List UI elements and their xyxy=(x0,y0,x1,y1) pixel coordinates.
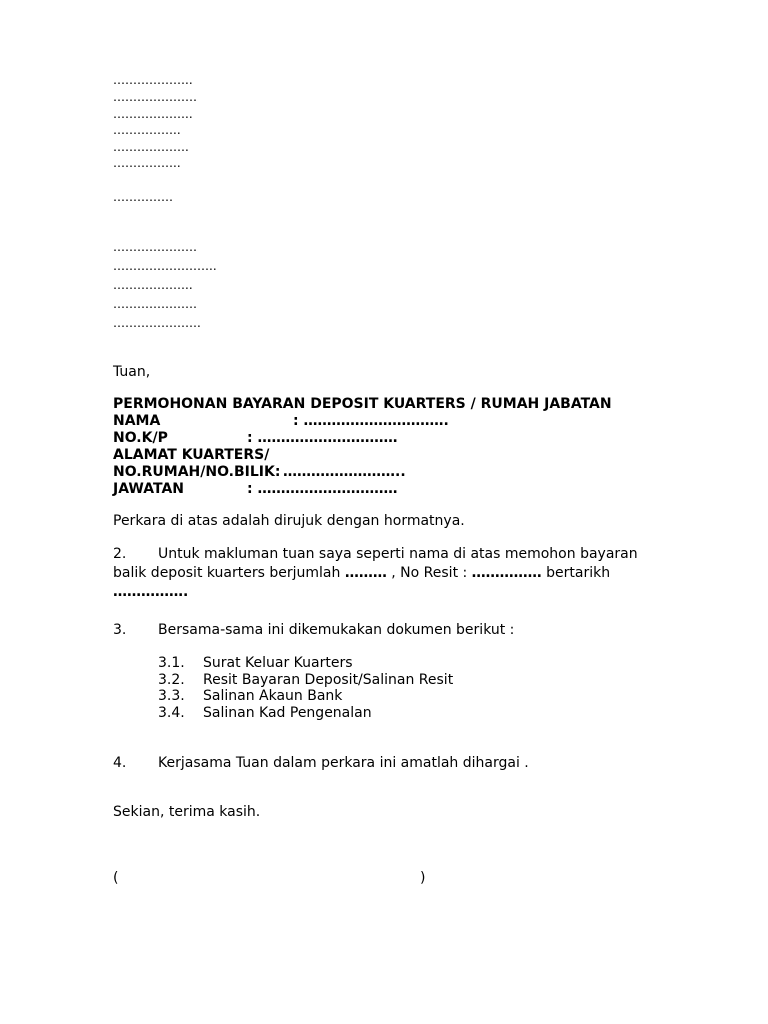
signature-open-bracket: ( xyxy=(113,870,119,886)
date-placeholder: ……………. xyxy=(113,584,189,600)
letter-subject: PERMOHONAN BAYARAN DEPOSIT KUARTERS / RUMAH JABATAN xyxy=(113,396,612,412)
salutation: Tuan, xyxy=(113,364,151,380)
field-nokp-label: NO.K/P xyxy=(113,430,168,446)
sender-line: ……………….. xyxy=(113,73,193,87)
recipient-line: …………………….. xyxy=(113,259,217,273)
recipient-line: ………………… xyxy=(113,297,197,311)
list-item-number: 3.2. xyxy=(158,672,185,688)
receipt-placeholder: …………… xyxy=(471,565,542,581)
field-jawatan-value: : ………………………… xyxy=(247,481,398,497)
field-jawatan-label: JAWATAN xyxy=(113,481,184,497)
sender-line: …………….. xyxy=(113,123,181,137)
para2-text: bertarikh xyxy=(541,565,611,581)
field-norumah-value: …………………….. xyxy=(283,464,406,480)
field-nama-label: NAMA xyxy=(113,413,161,429)
field-nama-value: : …………………………. xyxy=(293,413,449,429)
amount-placeholder: ……… xyxy=(344,565,387,581)
para3-text: Bersama-sama ini dikemukakan dokumen berikut : xyxy=(158,622,515,638)
signature-close-bracket: ) xyxy=(420,870,426,886)
sender-line: ……………….. xyxy=(113,107,193,121)
recipient-line: …………………. xyxy=(113,316,201,330)
para4-text: Kerjasama Tuan dalam perkara ini amatlah dihargai . xyxy=(158,755,529,771)
para3-number: 3. xyxy=(113,622,127,638)
recipient-line: ………………… xyxy=(113,240,197,254)
sender-line: ………………. xyxy=(113,140,189,154)
para2-line1: Untuk makluman tuan saya seperti nama di atas memohon bayaran xyxy=(158,546,638,562)
list-item: Salinan Akaun Bank xyxy=(203,688,343,704)
para2-number: 2. xyxy=(113,546,127,562)
recipient-line: ……………….. xyxy=(113,278,193,292)
para2-text: balik deposit kuarters berjumlah xyxy=(113,565,345,581)
para4-number: 4. xyxy=(113,755,127,771)
field-nokp-value: : ………………………… xyxy=(247,430,398,446)
list-item-number: 3.3. xyxy=(158,688,185,704)
para2-text: , No Resit : xyxy=(386,565,472,581)
field-norumah-label: NO.RUMAH/NO.BILIK: xyxy=(113,464,281,480)
list-item-number: 3.1. xyxy=(158,655,185,671)
list-item: Salinan Kad Pengenalan xyxy=(203,705,372,721)
field-alamat-label: ALAMAT KUARTERS/ xyxy=(113,447,270,463)
closing-line: Sekian, terima kasih. xyxy=(113,804,261,820)
sender-line: …………….. xyxy=(113,156,181,170)
reference-line: Perkara di atas adalah dirujuk dengan hormatnya. xyxy=(113,513,465,529)
para2-line2 xyxy=(113,565,610,582)
date-line: …………… xyxy=(113,190,173,204)
list-item: Resit Bayaran Deposit/Salinan Resit xyxy=(203,672,454,688)
list-item: Surat Keluar Kuarters xyxy=(203,655,353,671)
list-item-number: 3.4. xyxy=(158,705,185,721)
sender-line: ………………… xyxy=(113,90,197,104)
